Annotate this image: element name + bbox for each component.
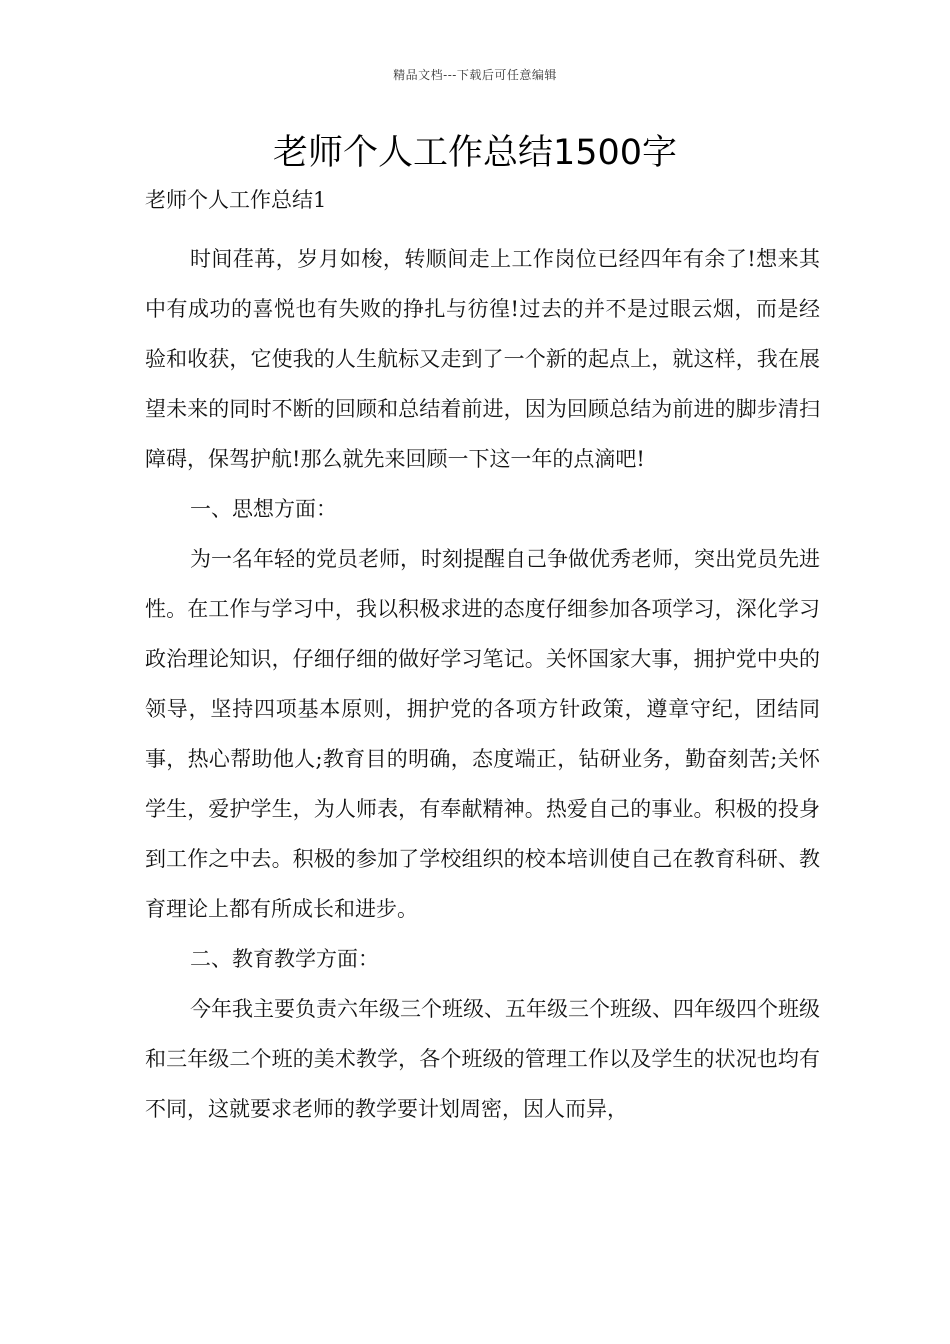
- section-subtitle: 老师个人工作总结1: [145, 188, 327, 212]
- document-title: 老师个人工作总结1500字: [272, 133, 678, 173]
- paragraph-thought: 为一名年轻的党员老师，时刻提醒自己争做优秀老师，突出党员先进性。在工作与学习中，我以积极求进的态度仔细参加各项学习，深化学习政治理论知识，仔细仔细的做好学习笔记。关怀国家大事，拥护党中央的领导，坚持四项基本原则，拥护党的各项方针政策，遵章守纪，团结同事，热心帮助他人;教育目的明确，态度端正，钻研业务，勤奋刻苦;关怀学生，爱护学生，为人师表，有奉献精神。热爱自己的事业。积极的投身到工作之中去。积极的参加了学校组织的校本培训使自己在教育科研、教育理论上都有所成长和进步。: [145, 547, 820, 921]
- paragraph-teaching: 今年我主要负责六年级三个班级、五年级三个班级、四年级四个班级和三年级二个班的美术教学，各个班级的管理工作以及学生的状况也均有不同，这就要求老师的教学要计划周密，因人而异，: [145, 997, 820, 1121]
- section-heading-teaching: 二、教育教学方面：: [190, 947, 379, 971]
- paragraph-intro: 时间荏苒，岁月如梭，转顺间走上工作岗位已经四年有余了!想来其中有成功的喜悦也有失败的挣扎与彷徨!过去的并不是过眼云烟，而是经验和收获，它使我的人生航标又走到了一个新的起点上，就这样，我在展望未来的同时不断的回顾和总结着前进，因为回顾总结为前进的脚步清扫障碍，保驾护航!那么就先来回顾一下这一年的点滴吧!: [145, 247, 820, 471]
- page-header-note: 精品文档---下载后可任意编辑: [393, 68, 557, 82]
- document-body: [145, 183, 820, 1134]
- section-heading-thought: 一、思想方面：: [190, 497, 337, 521]
